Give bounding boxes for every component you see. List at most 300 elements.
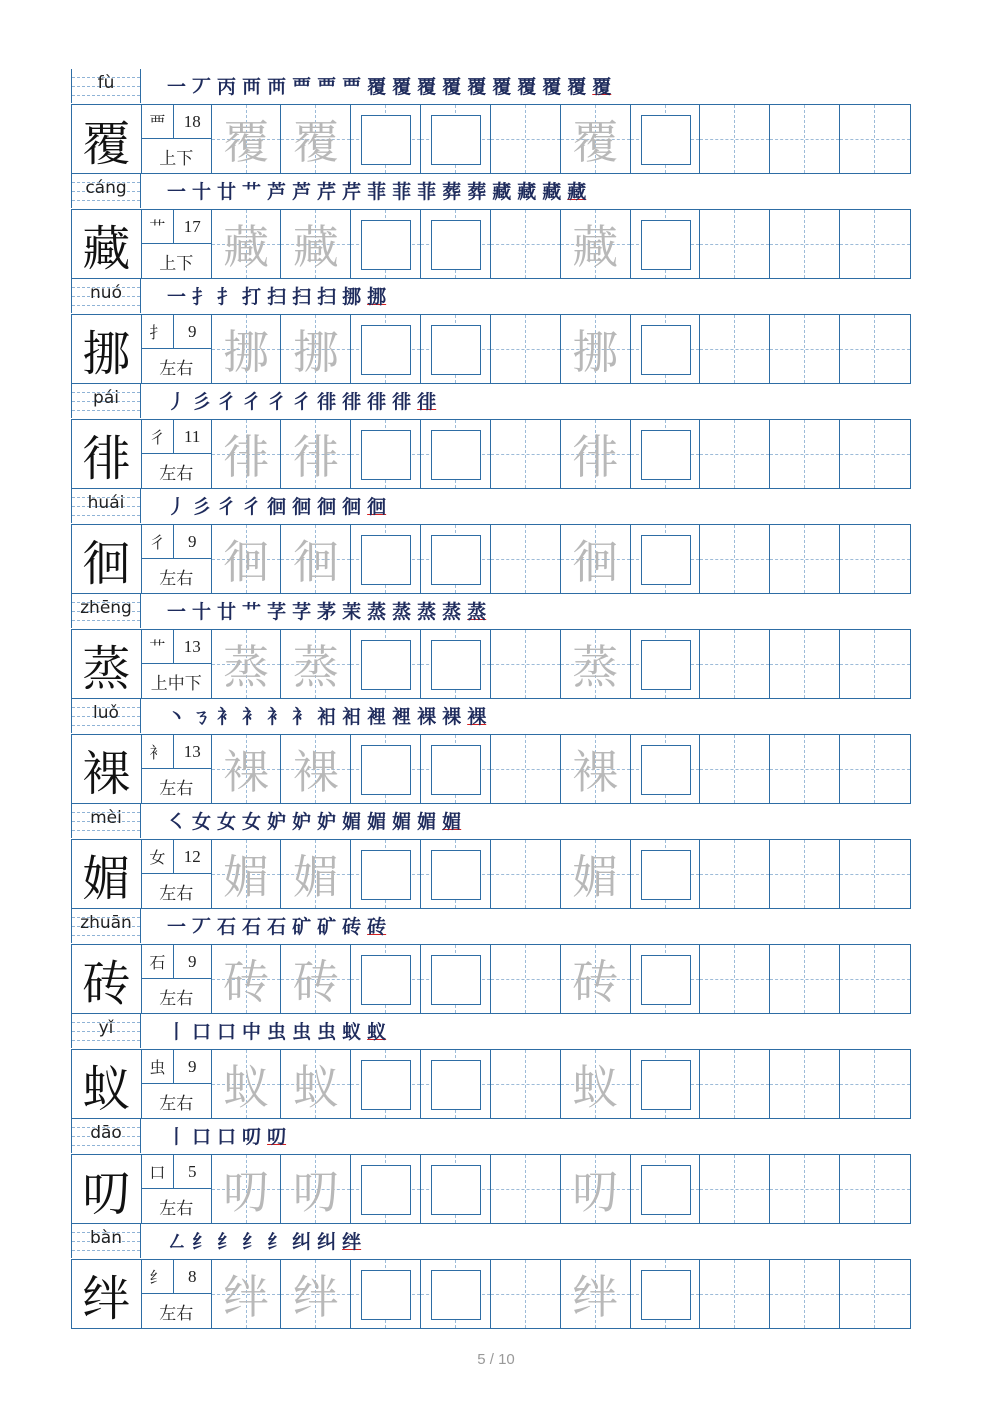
stroke-step: 丶 (167, 705, 187, 728)
practice-cell[interactable] (491, 420, 561, 488)
radical-label: 覀 (142, 105, 174, 139)
radical-label: 纟 (142, 1260, 174, 1294)
stroke-step: 彳 (217, 495, 237, 518)
stroke-step: ㇜ (167, 1230, 187, 1253)
trace-cell[interactable] (212, 315, 282, 383)
char-info-box (142, 630, 212, 698)
practice-cell[interactable] (351, 105, 421, 173)
trace-cell[interactable] (212, 1260, 282, 1328)
structure-label: 左右 (159, 988, 194, 1009)
pinyin-guide-line (72, 410, 140, 411)
practice-cell[interactable] (631, 420, 701, 488)
stroke-step: 石 (267, 915, 287, 938)
practice-cell[interactable] (421, 630, 491, 698)
stroke-step: 一 (167, 285, 187, 308)
stroke-count: 11 (174, 420, 211, 454)
pinyin-row (71, 1014, 911, 1048)
grid-guide-horizontal (700, 244, 769, 245)
grid-guide-horizontal (840, 454, 910, 455)
inner-writing-box (641, 220, 691, 270)
stroke-step: 丿 (167, 390, 187, 413)
structure-label: 上中下 (150, 673, 202, 694)
stroke-step: 中 (242, 1020, 262, 1043)
practice-cell[interactable] (351, 210, 421, 278)
trace-cell[interactable] (561, 315, 631, 383)
practice-cell[interactable] (491, 630, 561, 698)
trace-cell[interactable] (561, 945, 631, 1013)
stroke-step: 彳 (217, 390, 237, 413)
practice-cell[interactable] (351, 1155, 421, 1223)
practice-cell[interactable] (421, 840, 491, 908)
grid-guide-horizontal (700, 769, 769, 770)
practice-cell[interactable] (351, 1260, 421, 1328)
grid-guide-horizontal (840, 979, 910, 980)
trace-cell[interactable] (212, 210, 282, 278)
practice-cell[interactable] (351, 735, 421, 803)
trace-character: 覆 (572, 115, 619, 169)
practice-cell[interactable] (351, 630, 421, 698)
trace-cell[interactable] (212, 420, 282, 488)
stroke-step: 纟 (192, 1230, 212, 1253)
practice-cell[interactable] (700, 945, 770, 1013)
inner-writing-box (361, 955, 411, 1005)
practice-cell[interactable] (421, 735, 491, 803)
stroke-step: 芹 (317, 180, 337, 203)
trace-cell[interactable] (212, 630, 282, 698)
practice-cell[interactable] (840, 1155, 910, 1223)
char-info-box (142, 735, 212, 803)
char-entry (71, 1119, 911, 1224)
practice-cell[interactable] (491, 315, 561, 383)
trace-cell[interactable] (561, 420, 631, 488)
practice-cell[interactable] (491, 735, 561, 803)
trace-cell[interactable] (212, 945, 282, 1013)
stroke-step: 菲 (392, 180, 412, 203)
practice-cell[interactable] (631, 630, 701, 698)
practice-cell[interactable] (351, 525, 421, 593)
grid-guide-horizontal (840, 769, 910, 770)
practice-cell[interactable] (770, 420, 840, 488)
grid-guide-horizontal (770, 874, 839, 875)
stroke-step: 覆 (517, 75, 537, 98)
trace-cell[interactable] (561, 735, 631, 803)
trace-cell[interactable] (212, 1155, 282, 1223)
trace-cell[interactable] (281, 735, 351, 803)
trace-cell[interactable] (281, 1050, 351, 1118)
practice-sheet (71, 69, 911, 1329)
stroke-step: 矿 (317, 915, 337, 938)
stroke-step: 徊 (317, 495, 337, 518)
stroke-step: 茅 (317, 600, 337, 623)
practice-cell[interactable] (840, 210, 910, 278)
practice-cell[interactable] (770, 945, 840, 1013)
practice-cell[interactable] (351, 945, 421, 1013)
trace-character: 媚 (572, 850, 619, 904)
pinyin-label: dāo (90, 1123, 122, 1143)
stroke-step: 彳 (242, 390, 262, 413)
stroke-order-sequence (167, 597, 492, 627)
model-character: 徘 (72, 420, 142, 488)
practice-cell[interactable] (840, 1260, 910, 1328)
radical-label: 虫 (142, 1050, 174, 1084)
stroke-step: 覆 (592, 75, 612, 98)
practice-cell[interactable] (840, 315, 910, 383)
stroke-step: 虫 (292, 1020, 312, 1043)
stroke-step: 覆 (542, 75, 562, 98)
trace-cell[interactable] (212, 1050, 282, 1118)
stroke-step: 妒 (267, 810, 287, 833)
practice-cell[interactable] (770, 525, 840, 593)
practice-cell[interactable] (770, 105, 840, 173)
practice-cell[interactable] (421, 945, 491, 1013)
practice-cell[interactable] (491, 525, 561, 593)
stroke-step: 口 (217, 1125, 237, 1148)
char-info-box (142, 105, 212, 173)
stroke-step: 蒸 (442, 600, 462, 623)
stroke-step: 裸 (417, 705, 437, 728)
trace-cell[interactable] (561, 105, 631, 173)
grid-guide-horizontal (770, 1294, 839, 1295)
trace-character: 覆 (292, 115, 339, 169)
radical-label: 口 (142, 1155, 174, 1189)
practice-cell[interactable] (840, 945, 910, 1013)
trace-cell[interactable] (281, 210, 351, 278)
writing-grid-row (71, 524, 911, 594)
trace-character: 徊 (292, 535, 339, 589)
char-entry (71, 174, 911, 279)
stroke-step: 蒸 (467, 600, 487, 623)
char-info-box (142, 840, 212, 908)
stroke-step: 女 (242, 810, 262, 833)
practice-cell[interactable] (770, 210, 840, 278)
radical-label: 扌 (142, 315, 174, 349)
inner-writing-box (431, 535, 481, 585)
practice-cell[interactable] (351, 315, 421, 383)
inner-writing-box (431, 850, 481, 900)
practice-cell[interactable] (770, 1260, 840, 1328)
practice-cell[interactable] (631, 105, 701, 173)
stroke-step: 扌 (217, 285, 237, 308)
stroke-step: 藏 (517, 180, 537, 203)
practice-cell[interactable] (421, 420, 491, 488)
practice-cell[interactable] (351, 840, 421, 908)
practice-cell[interactable] (631, 1260, 701, 1328)
practice-cell[interactable] (351, 1050, 421, 1118)
practice-cell[interactable] (700, 315, 770, 383)
stroke-step: 扫 (267, 285, 287, 308)
stroke-step: 徊 (342, 495, 362, 518)
stroke-step: 廿 (217, 180, 237, 203)
grid-guide-horizontal (491, 1084, 560, 1085)
char-info-box (142, 210, 212, 278)
stroke-step: 丆 (192, 915, 212, 938)
stroke-order-sequence (167, 492, 392, 522)
trace-character: 蒸 (292, 640, 339, 694)
pinyin-label: zhēng (80, 598, 132, 618)
grid-guide-horizontal (491, 1294, 560, 1295)
pinyin-row (71, 279, 911, 313)
practice-cell[interactable] (421, 1260, 491, 1328)
trace-cell[interactable] (281, 420, 351, 488)
trace-cell[interactable] (281, 945, 351, 1013)
trace-cell[interactable] (212, 525, 282, 593)
stroke-step: 覆 (442, 75, 462, 98)
practice-cell[interactable] (491, 1155, 561, 1223)
practice-cell[interactable] (631, 525, 701, 593)
stroke-step: 彳 (292, 390, 312, 413)
stroke-step: 廿 (217, 600, 237, 623)
trace-character: 叨 (292, 1165, 339, 1219)
stroke-order-sequence (167, 282, 392, 312)
grid-guide-horizontal (700, 1294, 769, 1295)
trace-cell[interactable] (561, 840, 631, 908)
practice-cell[interactable] (631, 840, 701, 908)
stroke-step: 芓 (267, 600, 287, 623)
stroke-step: 徘 (317, 390, 337, 413)
practice-cell[interactable] (421, 1050, 491, 1118)
inner-writing-box (641, 640, 691, 690)
practice-cell[interactable] (700, 420, 770, 488)
stroke-step: 彡 (192, 495, 212, 518)
practice-cell[interactable] (491, 105, 561, 173)
practice-cell[interactable] (421, 1155, 491, 1223)
practice-cell[interactable] (631, 1050, 701, 1118)
stroke-step: 艹 (242, 180, 262, 203)
trace-character: 覆 (223, 115, 270, 169)
trace-character: 裸 (223, 745, 270, 799)
grid-guide-horizontal (700, 979, 769, 980)
grid-guide-horizontal (770, 1084, 839, 1085)
stroke-step: 蚁 (367, 1020, 387, 1043)
grid-guide-horizontal (700, 1189, 769, 1190)
practice-cell[interactable] (700, 105, 770, 173)
stroke-step: 徘 (417, 390, 437, 413)
inner-writing-box (361, 1165, 411, 1215)
grid-guide-horizontal (770, 664, 839, 665)
stroke-step: 覆 (417, 75, 437, 98)
grid-guide-horizontal (491, 874, 560, 875)
practice-cell[interactable] (491, 1050, 561, 1118)
trace-cell[interactable] (561, 1155, 631, 1223)
trace-character: 叨 (223, 1165, 270, 1219)
grid-guide-horizontal (770, 349, 839, 350)
inner-writing-box (641, 745, 691, 795)
practice-cell[interactable] (631, 735, 701, 803)
pinyin-box (71, 69, 141, 103)
stroke-step: 媚 (342, 810, 362, 833)
practice-cell[interactable] (700, 735, 770, 803)
trace-cell[interactable] (561, 1260, 631, 1328)
practice-cell[interactable] (840, 1050, 910, 1118)
grid-guide-horizontal (840, 349, 910, 350)
radical-label: 艹 (142, 210, 174, 244)
pinyin-box (71, 594, 141, 628)
practice-cell[interactable] (631, 315, 701, 383)
pinyin-box (71, 1119, 141, 1153)
practice-cell[interactable] (700, 630, 770, 698)
stroke-step: 女 (192, 810, 212, 833)
pinyin-guide-line (72, 95, 140, 96)
stroke-step: 一 (167, 600, 187, 623)
pinyin-label: cáng (85, 178, 127, 198)
practice-cell[interactable] (421, 315, 491, 383)
grid-guide-horizontal (491, 769, 560, 770)
pinyin-label: yǐ (98, 1018, 114, 1038)
stroke-step: 裸 (467, 705, 487, 728)
stroke-step: 一 (167, 915, 187, 938)
writing-grid-row (71, 314, 911, 384)
practice-cell[interactable] (491, 840, 561, 908)
stroke-step: 葬 (442, 180, 462, 203)
grid-guide-horizontal (840, 559, 910, 560)
stroke-order-sequence (167, 702, 492, 732)
stroke-order-sequence (167, 1017, 392, 1047)
trace-cell[interactable] (561, 1050, 631, 1118)
trace-cell[interactable] (281, 105, 351, 173)
pinyin-row (71, 489, 911, 523)
practice-cell[interactable] (840, 735, 910, 803)
trace-cell[interactable] (561, 525, 631, 593)
pinyin-box (71, 699, 141, 733)
stroke-step: 矿 (292, 915, 312, 938)
char-info-box (142, 525, 212, 593)
practice-cell[interactable] (840, 840, 910, 908)
pinyin-row (71, 909, 911, 943)
model-character: 挪 (72, 315, 142, 383)
practice-cell[interactable] (840, 420, 910, 488)
trace-cell[interactable] (281, 525, 351, 593)
practice-cell[interactable] (770, 735, 840, 803)
trace-cell[interactable] (212, 105, 282, 173)
practice-cell[interactable] (421, 525, 491, 593)
writing-grid-row (71, 419, 911, 489)
practice-cell[interactable] (770, 1050, 840, 1118)
char-info-box (142, 1260, 212, 1328)
inner-writing-box (641, 1060, 691, 1110)
writing-grid-row (71, 944, 911, 1014)
trace-character: 蚁 (572, 1060, 619, 1114)
stroke-step: 徘 (367, 390, 387, 413)
practice-cell[interactable] (631, 1155, 701, 1223)
stroke-step: 芓 (292, 600, 312, 623)
stroke-count: 9 (174, 525, 211, 559)
practice-cell[interactable] (770, 840, 840, 908)
stroke-step: 衤 (292, 705, 312, 728)
writing-grid-row (71, 209, 911, 279)
practice-cell[interactable] (700, 1155, 770, 1223)
radical-label: 女 (142, 840, 174, 874)
practice-cell[interactable] (840, 525, 910, 593)
grid-guide-horizontal (700, 1084, 769, 1085)
writing-grid-row (71, 734, 911, 804)
practice-cell[interactable] (770, 315, 840, 383)
pinyin-row (71, 1119, 911, 1153)
char-entry (71, 489, 911, 594)
stroke-step: 葬 (467, 180, 487, 203)
pinyin-row (71, 174, 911, 208)
practice-cell[interactable] (700, 1050, 770, 1118)
practice-cell[interactable] (770, 1155, 840, 1223)
stroke-step: 一 (167, 180, 187, 203)
char-entry (71, 384, 911, 489)
inner-writing-box (641, 1270, 691, 1320)
practice-cell[interactable] (491, 1260, 561, 1328)
stroke-step: 叨 (242, 1125, 262, 1148)
trace-cell[interactable] (281, 840, 351, 908)
stroke-step: 丙 (217, 75, 237, 98)
stroke-step: 纠 (317, 1230, 337, 1253)
stroke-step: 媚 (367, 810, 387, 833)
practice-cell[interactable] (840, 105, 910, 173)
model-character: 覆 (72, 105, 142, 173)
practice-cell[interactable] (631, 210, 701, 278)
stroke-step: 裡 (367, 705, 387, 728)
stroke-step: 茉 (342, 600, 362, 623)
trace-cell[interactable] (281, 315, 351, 383)
writing-grid-row (71, 1259, 911, 1329)
trace-cell[interactable] (561, 630, 631, 698)
practice-cell[interactable] (491, 945, 561, 1013)
trace-cell[interactable] (281, 1260, 351, 1328)
practice-cell[interactable] (351, 420, 421, 488)
char-info-box (142, 420, 212, 488)
grid-guide-horizontal (491, 979, 560, 980)
trace-character: 绊 (572, 1270, 619, 1324)
stroke-step: 挪 (367, 285, 387, 308)
practice-cell[interactable] (631, 945, 701, 1013)
stroke-step: 覀 (317, 75, 337, 98)
practice-cell[interactable] (421, 105, 491, 173)
model-character: 绊 (72, 1260, 142, 1328)
stroke-step: 砖 (342, 915, 362, 938)
pinyin-label: luǒ (93, 703, 119, 723)
practice-cell[interactable] (770, 630, 840, 698)
grid-guide-horizontal (770, 1189, 839, 1190)
stroke-step: 口 (192, 1020, 212, 1043)
char-entry (71, 279, 911, 384)
trace-cell[interactable] (212, 735, 282, 803)
practice-cell[interactable] (421, 210, 491, 278)
trace-cell[interactable] (561, 210, 631, 278)
trace-character: 砖 (292, 955, 339, 1009)
trace-cell[interactable] (281, 1155, 351, 1223)
stroke-step: 蒸 (392, 600, 412, 623)
char-entry (71, 804, 911, 909)
grid-guide-horizontal (840, 1294, 910, 1295)
stroke-order-sequence (167, 1122, 292, 1152)
trace-cell[interactable] (212, 840, 282, 908)
grid-guide-horizontal (770, 139, 839, 140)
practice-cell[interactable] (700, 840, 770, 908)
stroke-step: 衵 (342, 705, 362, 728)
stroke-step: 石 (242, 915, 262, 938)
inner-writing-box (641, 535, 691, 585)
practice-cell[interactable] (700, 1260, 770, 1328)
stroke-step: 藏 (492, 180, 512, 203)
stroke-step: 覆 (492, 75, 512, 98)
pinyin-box (71, 804, 141, 838)
grid-guide-horizontal (491, 349, 560, 350)
practice-cell[interactable] (700, 210, 770, 278)
stroke-order-sequence (167, 387, 442, 417)
practice-cell[interactable] (840, 630, 910, 698)
pinyin-box (71, 489, 141, 523)
practice-cell[interactable] (491, 210, 561, 278)
practice-cell[interactable] (700, 525, 770, 593)
stroke-step: 扫 (292, 285, 312, 308)
trace-cell[interactable] (281, 630, 351, 698)
stroke-step: 衵 (317, 705, 337, 728)
